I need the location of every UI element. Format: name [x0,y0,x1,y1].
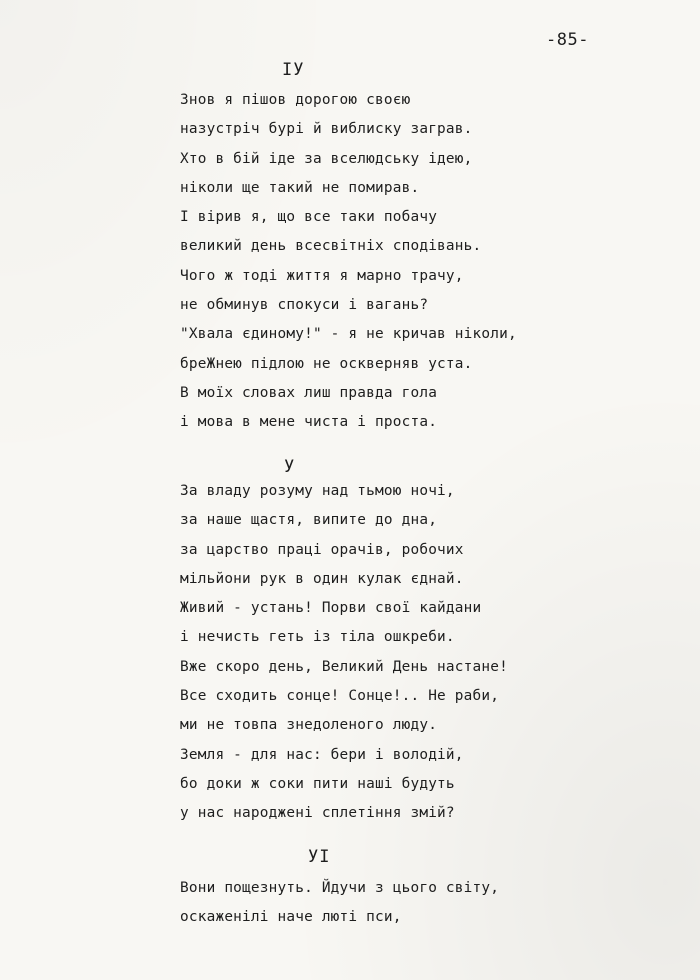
poem-line: ми не товпа знедоленого люду. [180,717,438,734]
poem-line: назустріч бурі й виблиску заграв. [180,121,473,138]
poem-line: бреЖнею підлою не оскверняв уста. [180,355,473,372]
poem-line: Земля - для нас: бери і володій, [180,746,464,763]
poem-line: Живий - устань! Порви свої кайдани [180,600,482,617]
poem-line: В моїх словах лиш правда гола [180,384,438,401]
section-heading-5: У [284,457,296,477]
stanza-5 [180,477,508,829]
poem-line: у нас народжені сплетіння змій? [180,805,455,822]
poem-line: не обминув спокуси і вагань? [180,297,429,314]
poem-line: Вже скоро день, Великий День настане! [180,658,508,675]
poem-line: мільйони рук в один кулак єднай. [180,570,464,587]
page-number: -85- [546,30,589,50]
poem-line: і нечисть геть із тіла ошкреби. [180,629,455,646]
poem-line: ніколи ще такий не помирав. [180,179,420,196]
poem-line: і мова в мене чиста і проста. [180,414,438,431]
section-heading-4: IУ [282,60,305,80]
poem-line: оскаженілі наче люті пси, [180,909,402,926]
poem-line: Знов я пішов дорогою своєю [180,92,411,108]
section-heading-6: УІ [308,847,331,867]
poem-line: "Хвала єдиному!" - я не кричав ніколи, [180,326,517,343]
poem-line: Вони пощезнуть. Йдучи з цього світу, [180,880,500,896]
poem-line: за царство праці орачів, робочих [180,541,464,558]
stanza-6 [180,874,499,933]
poem-line: За владу розуму над тьмою ночі, [180,483,455,499]
poem-line: великий день всесвітніх сподівань. [180,238,482,255]
poem-line: І вірив я, що все таки побачу [180,209,438,226]
poem-line: за наше щастя, випите до дна, [180,512,438,529]
poem-line: Хто в бій іде за вселюдську ідею, [180,150,473,167]
poem-line: Чого ж тоді життя я марно трачу, [180,267,464,284]
stanza-4 [180,86,517,438]
poem-line: Все сходить сонце! Сонце!.. Не раби, [180,688,500,705]
poem-line: бо доки ж соки пити наші будуть [180,775,455,792]
